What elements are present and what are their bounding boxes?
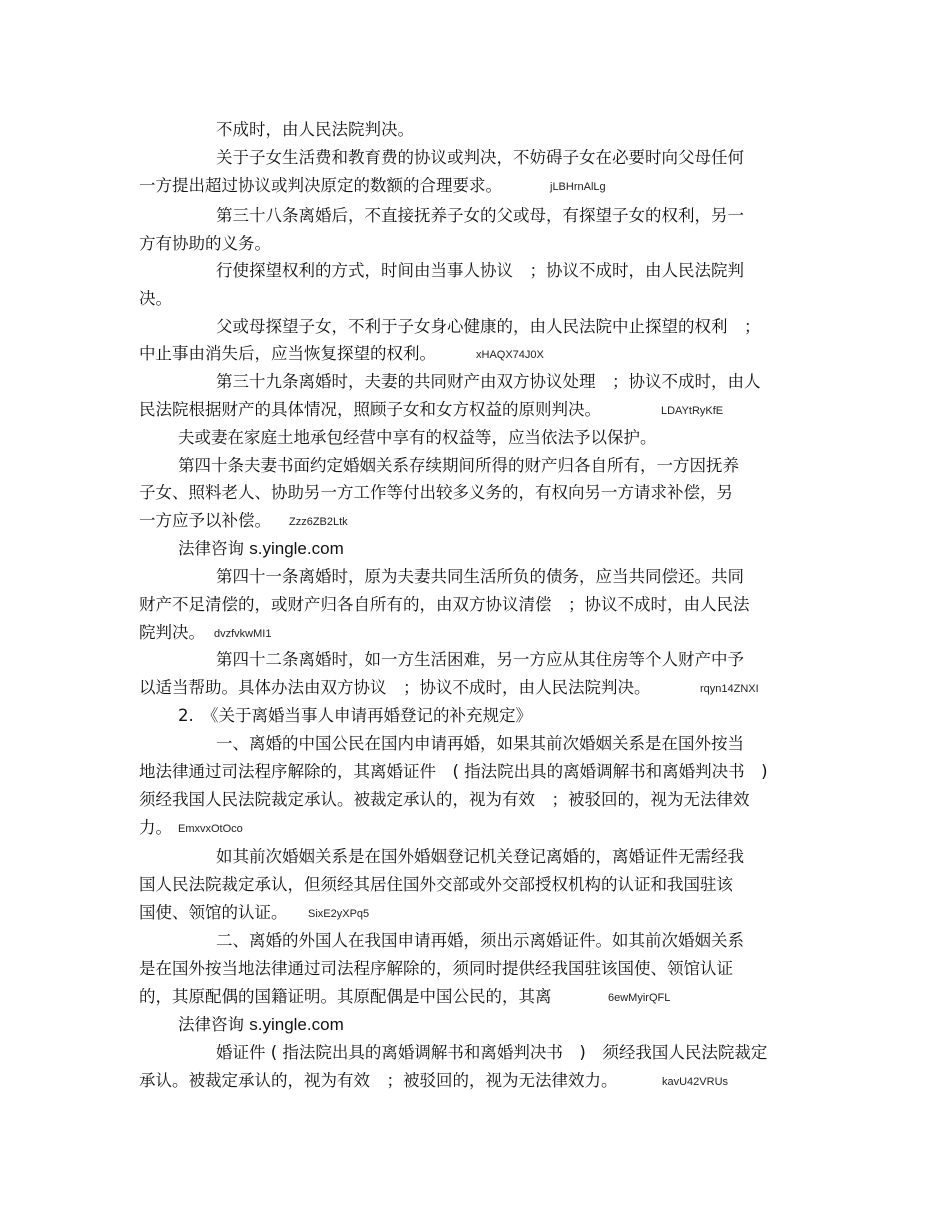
text-line: 国人民法院裁定承认，但须经其居住国外交部或外交部授权机构的认证和我国驻该 <box>139 875 733 894</box>
text-line: 第四十条夫妻书面约定婚姻关系存续期间所得的财产归各自所有，一方因抚养 <box>178 456 739 475</box>
text-line: 一方提出超过协议或判决原定的数额的合理要求。 <box>139 176 502 195</box>
text-line: 决。 <box>139 289 172 308</box>
legal-consult-label: 法律咨询 <box>178 539 244 558</box>
text-line: 子女、照料老人、协助另一方工作等付出较多义务的，有权向另一方请求补偿，另 <box>139 483 733 502</box>
legal-consult-line <box>178 1014 344 1036</box>
legal-consult-line <box>178 538 344 560</box>
text-line: 不成时，由人民法院判决。 <box>216 120 414 139</box>
text-line: 婚证件 ( 指法院出具的离婚调解书和离婚判决书 ) 须经我国人民法院裁定 <box>216 1043 768 1062</box>
text-line: 关于子女生活费和教育费的协议或判决，不妨碍子女在必要时向父母任何 <box>216 148 744 167</box>
legal-consult-label: 法律咨询 <box>178 1015 244 1034</box>
text-line: 行使探望权利的方式，时间由当事人协议 ；协议不成时，由人民法院判 <box>216 261 744 280</box>
doc-code: kavU42VRUs <box>662 1076 729 1088</box>
text-line: 第三十九条离婚时，夫妻的共同财产由双方协议处理 ；协议不成时，由人 <box>216 372 761 391</box>
text-line: 国使、领馆的认证。 <box>139 903 288 922</box>
text-line: 民法院根据财产的具体情况，照顾子女和女方权益的原则判决。 <box>139 400 601 419</box>
website-link[interactable]: s.yingle.com <box>249 1015 344 1034</box>
text-line: 方有协助的义务。 <box>139 234 271 253</box>
text-line: 中止事由消失后，应当恢复探望的权利。 <box>139 344 436 363</box>
text-line: 父或母探望子女，不利于子女身心健康的，由人民法院中止探望的权利 ； <box>216 317 761 336</box>
text-line: 须经我国人民法院裁定承认。被裁定承认的，视为有效 ；被驳回的，视为无法律效 <box>139 790 750 809</box>
doc-code: 6ewMyirQFL <box>608 992 671 1004</box>
text-line: 以适当帮助。具体办法由双方协议 ；协议不成时，由人民法院判决。 <box>139 678 651 697</box>
doc-code: LDAYtRyKfE <box>661 405 724 417</box>
doc-code: Zzz6ZB2Ltk <box>289 516 348 528</box>
doc-code: SixE2yXPq5 <box>308 908 370 920</box>
text-line: 一、离婚的中国公民在国内申请再婚，如果其前次婚姻关系是在国外按当 <box>216 734 744 753</box>
text-line: 第三十八条离婚后，不直接抚养子女的父或母，有探望子女的权利，另一 <box>216 206 744 225</box>
text-line: 财产不足清偿的，或财产归各自所有的，由双方协议清偿 ；协议不成时，由人民法 <box>139 595 750 614</box>
text-line: 第四十一条离婚时，原为夫妻共同生活所负的债务，应当共同偿还。共同 <box>216 567 744 586</box>
text-line: 是在国外按当地法律通过司法程序解除的，须同时提供经我国驻该国使、领馆认证 <box>139 959 733 978</box>
text-line: 院判决。 <box>139 623 205 642</box>
text-line: 一方应予以补偿。 <box>139 511 271 530</box>
text-line: 力。 <box>139 818 172 837</box>
doc-code: EmxvxOtOco <box>178 823 243 835</box>
doc-code: dvzfvkwMI1 <box>214 628 272 640</box>
text-line: 的，其原配偶的国籍证明。其原配偶是中国公民的，其离 <box>139 987 552 1006</box>
doc-code: rqyn14ZNXI <box>700 683 759 695</box>
doc-code: xHAQX74J0X <box>476 349 544 361</box>
text-line: 承认。被裁定承认的，视为有效 ；被驳回的，视为无法律效力。 <box>139 1071 618 1090</box>
text-line: 夫或妻在家庭土地承包经营中享有的权益等，应当依法予以保护。 <box>178 428 657 447</box>
text-line: 如其前次婚姻关系是在国外婚姻登记机关登记离婚的，离婚证件无需经我 <box>216 847 744 866</box>
text-line: 二、离婚的外国人在我国申请再婚，须出示离婚证件。如其前次婚姻关系 <box>216 931 744 950</box>
text-line: 地法律通过司法程序解除的，其离婚证件 ( 指法院出具的离婚调解书和离婚判决书 ) <box>139 762 768 781</box>
section-heading: 2. 《关于离婚当事人申请再婚登记的补充规定》 <box>178 706 532 725</box>
text-line: 第四十二条离婚时，如一方生活困难，另一方应从其住房等个人财产中予 <box>216 650 744 669</box>
doc-code: jLBHrnAlLg <box>550 181 606 193</box>
website-link[interactable]: s.yingle.com <box>249 539 344 558</box>
